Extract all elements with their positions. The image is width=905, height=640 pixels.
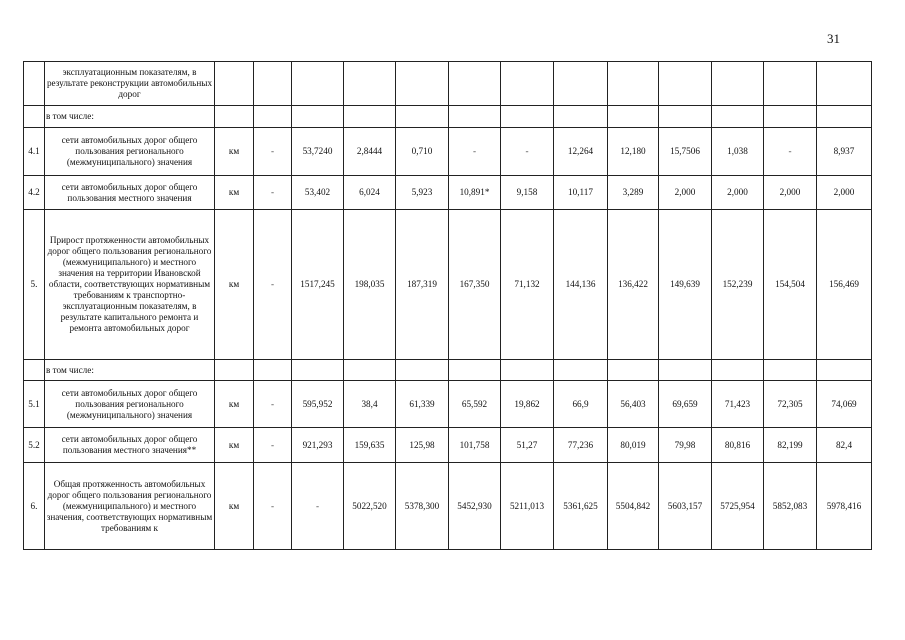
value-cell: -	[292, 463, 344, 550]
value-cell: 5852,083	[764, 463, 817, 550]
value-cell: 101,758	[449, 428, 501, 463]
value-cell	[659, 106, 712, 128]
row-number-cell: 5.1	[24, 381, 45, 428]
value-cell: 5504,842	[608, 463, 659, 550]
value-cell: 156,469	[817, 210, 872, 360]
value-cell	[292, 360, 344, 381]
value-cell: -	[764, 128, 817, 176]
value-cell: 921,293	[292, 428, 344, 463]
value-cell: 3,289	[608, 176, 659, 210]
value-cell: 2,000	[659, 176, 712, 210]
value-cell	[554, 106, 608, 128]
value-cell	[659, 62, 712, 106]
unit-cell	[215, 62, 254, 106]
indicator-description-cell: Прирост протяженности автомобильных дорог общего пользования регионального (межмуниципального) и местного значения на территории Ивановской области, соответствующих нормативным требованиям к транспортно-эксплуатационным показателям, в результате капитального ремонта и ремонта автомобильных дорог	[45, 210, 215, 360]
page-number: 31	[827, 31, 840, 46]
value-cell: 6,024	[344, 176, 396, 210]
unit-cell: км	[215, 128, 254, 176]
value-cell: 144,136	[554, 210, 608, 360]
unit-cell: км	[215, 428, 254, 463]
value-cell	[344, 360, 396, 381]
value-cell	[449, 360, 501, 381]
value-cell	[254, 360, 292, 381]
value-cell: 125,98	[396, 428, 449, 463]
indicator-description-cell: в том числе:	[45, 106, 215, 128]
value-cell: 80,816	[712, 428, 764, 463]
value-cell: 2,000	[764, 176, 817, 210]
value-cell	[554, 360, 608, 381]
value-cell: 5211,013	[501, 463, 554, 550]
value-cell: -	[254, 463, 292, 550]
value-cell: -	[254, 176, 292, 210]
value-cell: 5978,416	[817, 463, 872, 550]
value-cell: 5361,625	[554, 463, 608, 550]
value-cell	[396, 106, 449, 128]
indicator-description-cell: сети автомобильных дорог общего пользования местного значения**	[45, 428, 215, 463]
value-cell	[501, 62, 554, 106]
row-number-cell: 4.1	[24, 128, 45, 176]
value-cell: -	[254, 210, 292, 360]
value-cell: 152,239	[712, 210, 764, 360]
row-number-cell: 6.	[24, 463, 45, 550]
table-row	[24, 428, 872, 463]
value-cell	[254, 106, 292, 128]
value-cell	[396, 360, 449, 381]
value-cell: 5378,300	[396, 463, 449, 550]
value-cell	[712, 106, 764, 128]
unit-cell	[215, 106, 254, 128]
value-cell: 65,592	[449, 381, 501, 428]
value-cell	[764, 106, 817, 128]
value-cell: 167,350	[449, 210, 501, 360]
value-cell: 159,635	[344, 428, 396, 463]
value-cell: 51,27	[501, 428, 554, 463]
value-cell: 74,069	[817, 381, 872, 428]
value-cell: 136,422	[608, 210, 659, 360]
value-cell: 80,019	[608, 428, 659, 463]
value-cell	[608, 360, 659, 381]
value-cell	[254, 62, 292, 106]
value-cell: 12,264	[554, 128, 608, 176]
table-row	[24, 62, 872, 106]
value-cell: -	[254, 428, 292, 463]
value-cell	[608, 106, 659, 128]
value-cell	[817, 62, 872, 106]
value-cell	[449, 106, 501, 128]
value-cell: 77,236	[554, 428, 608, 463]
table-row	[24, 106, 872, 128]
unit-cell: км	[215, 210, 254, 360]
indicator-description-cell: эксплуатационным показателям, в результате реконструкции автомобильных дорог	[45, 62, 215, 106]
value-cell: 79,98	[659, 428, 712, 463]
value-cell: 9,158	[501, 176, 554, 210]
value-cell: 2,000	[712, 176, 764, 210]
table-body	[24, 62, 872, 550]
table-row	[24, 463, 872, 550]
value-cell: 5,923	[396, 176, 449, 210]
row-number-cell: 5.2	[24, 428, 45, 463]
value-cell: 82,4	[817, 428, 872, 463]
value-cell	[817, 360, 872, 381]
unit-cell: км	[215, 176, 254, 210]
value-cell	[396, 62, 449, 106]
table-row	[24, 128, 872, 176]
row-number-cell	[24, 106, 45, 128]
value-cell: 198,035	[344, 210, 396, 360]
indicator-description-cell: в том числе:	[45, 360, 215, 381]
value-cell: 12,180	[608, 128, 659, 176]
value-cell: 5603,157	[659, 463, 712, 550]
value-cell: 71,132	[501, 210, 554, 360]
value-cell	[292, 106, 344, 128]
value-cell	[608, 62, 659, 106]
table-row	[24, 381, 872, 428]
value-cell: 38,4	[344, 381, 396, 428]
unit-cell	[215, 360, 254, 381]
value-cell: 1,038	[712, 128, 764, 176]
unit-cell: км	[215, 463, 254, 550]
indicators-table	[23, 61, 872, 550]
value-cell: 1517,245	[292, 210, 344, 360]
table-row	[24, 360, 872, 381]
value-cell	[764, 360, 817, 381]
value-cell: 595,952	[292, 381, 344, 428]
row-number-cell: 4.2	[24, 176, 45, 210]
value-cell: -	[254, 128, 292, 176]
row-number-cell	[24, 62, 45, 106]
row-number-cell	[24, 360, 45, 381]
indicator-description-cell: Общая протяженность автомобильных дорог общего пользования регионального (межмуниципального) и местного значения, соответствующих нормативным требованиям к	[45, 463, 215, 550]
value-cell: 2,000	[817, 176, 872, 210]
value-cell: 66,9	[554, 381, 608, 428]
value-cell: -	[449, 128, 501, 176]
value-cell: 53,7240	[292, 128, 344, 176]
value-cell: 71,423	[712, 381, 764, 428]
value-cell: 8,937	[817, 128, 872, 176]
value-cell: 5452,930	[449, 463, 501, 550]
row-number-cell: 5.	[24, 210, 45, 360]
value-cell: 10,117	[554, 176, 608, 210]
value-cell: 10,891*	[449, 176, 501, 210]
value-cell	[764, 62, 817, 106]
value-cell: 53,402	[292, 176, 344, 210]
value-cell: 0,710	[396, 128, 449, 176]
table-row	[24, 176, 872, 210]
value-cell: 5022,520	[344, 463, 396, 550]
value-cell	[712, 360, 764, 381]
value-cell	[501, 360, 554, 381]
value-cell: 154,504	[764, 210, 817, 360]
table-row	[24, 210, 872, 360]
value-cell: 69,659	[659, 381, 712, 428]
value-cell: -	[254, 381, 292, 428]
value-cell	[501, 106, 554, 128]
value-cell	[292, 62, 344, 106]
value-cell: 5725,954	[712, 463, 764, 550]
value-cell: 82,199	[764, 428, 817, 463]
value-cell	[449, 62, 501, 106]
value-cell	[712, 62, 764, 106]
indicator-description-cell: сети автомобильных дорог общего пользования регионального (межмуниципального) значения	[45, 128, 215, 176]
value-cell	[817, 106, 872, 128]
value-cell: 15,7506	[659, 128, 712, 176]
value-cell: 2,8444	[344, 128, 396, 176]
value-cell	[344, 106, 396, 128]
indicator-description-cell: сети автомобильных дорог общего пользования местного значения	[45, 176, 215, 210]
value-cell: 61,339	[396, 381, 449, 428]
value-cell	[659, 360, 712, 381]
value-cell: 149,639	[659, 210, 712, 360]
value-cell: 187,319	[396, 210, 449, 360]
value-cell: 56,403	[608, 381, 659, 428]
value-cell	[554, 62, 608, 106]
value-cell	[344, 62, 396, 106]
value-cell: 72,305	[764, 381, 817, 428]
indicator-description-cell: сети автомобильных дорог общего пользования регионального (межмуниципального) значения	[45, 381, 215, 428]
value-cell: -	[501, 128, 554, 176]
unit-cell: км	[215, 381, 254, 428]
value-cell: 19,862	[501, 381, 554, 428]
